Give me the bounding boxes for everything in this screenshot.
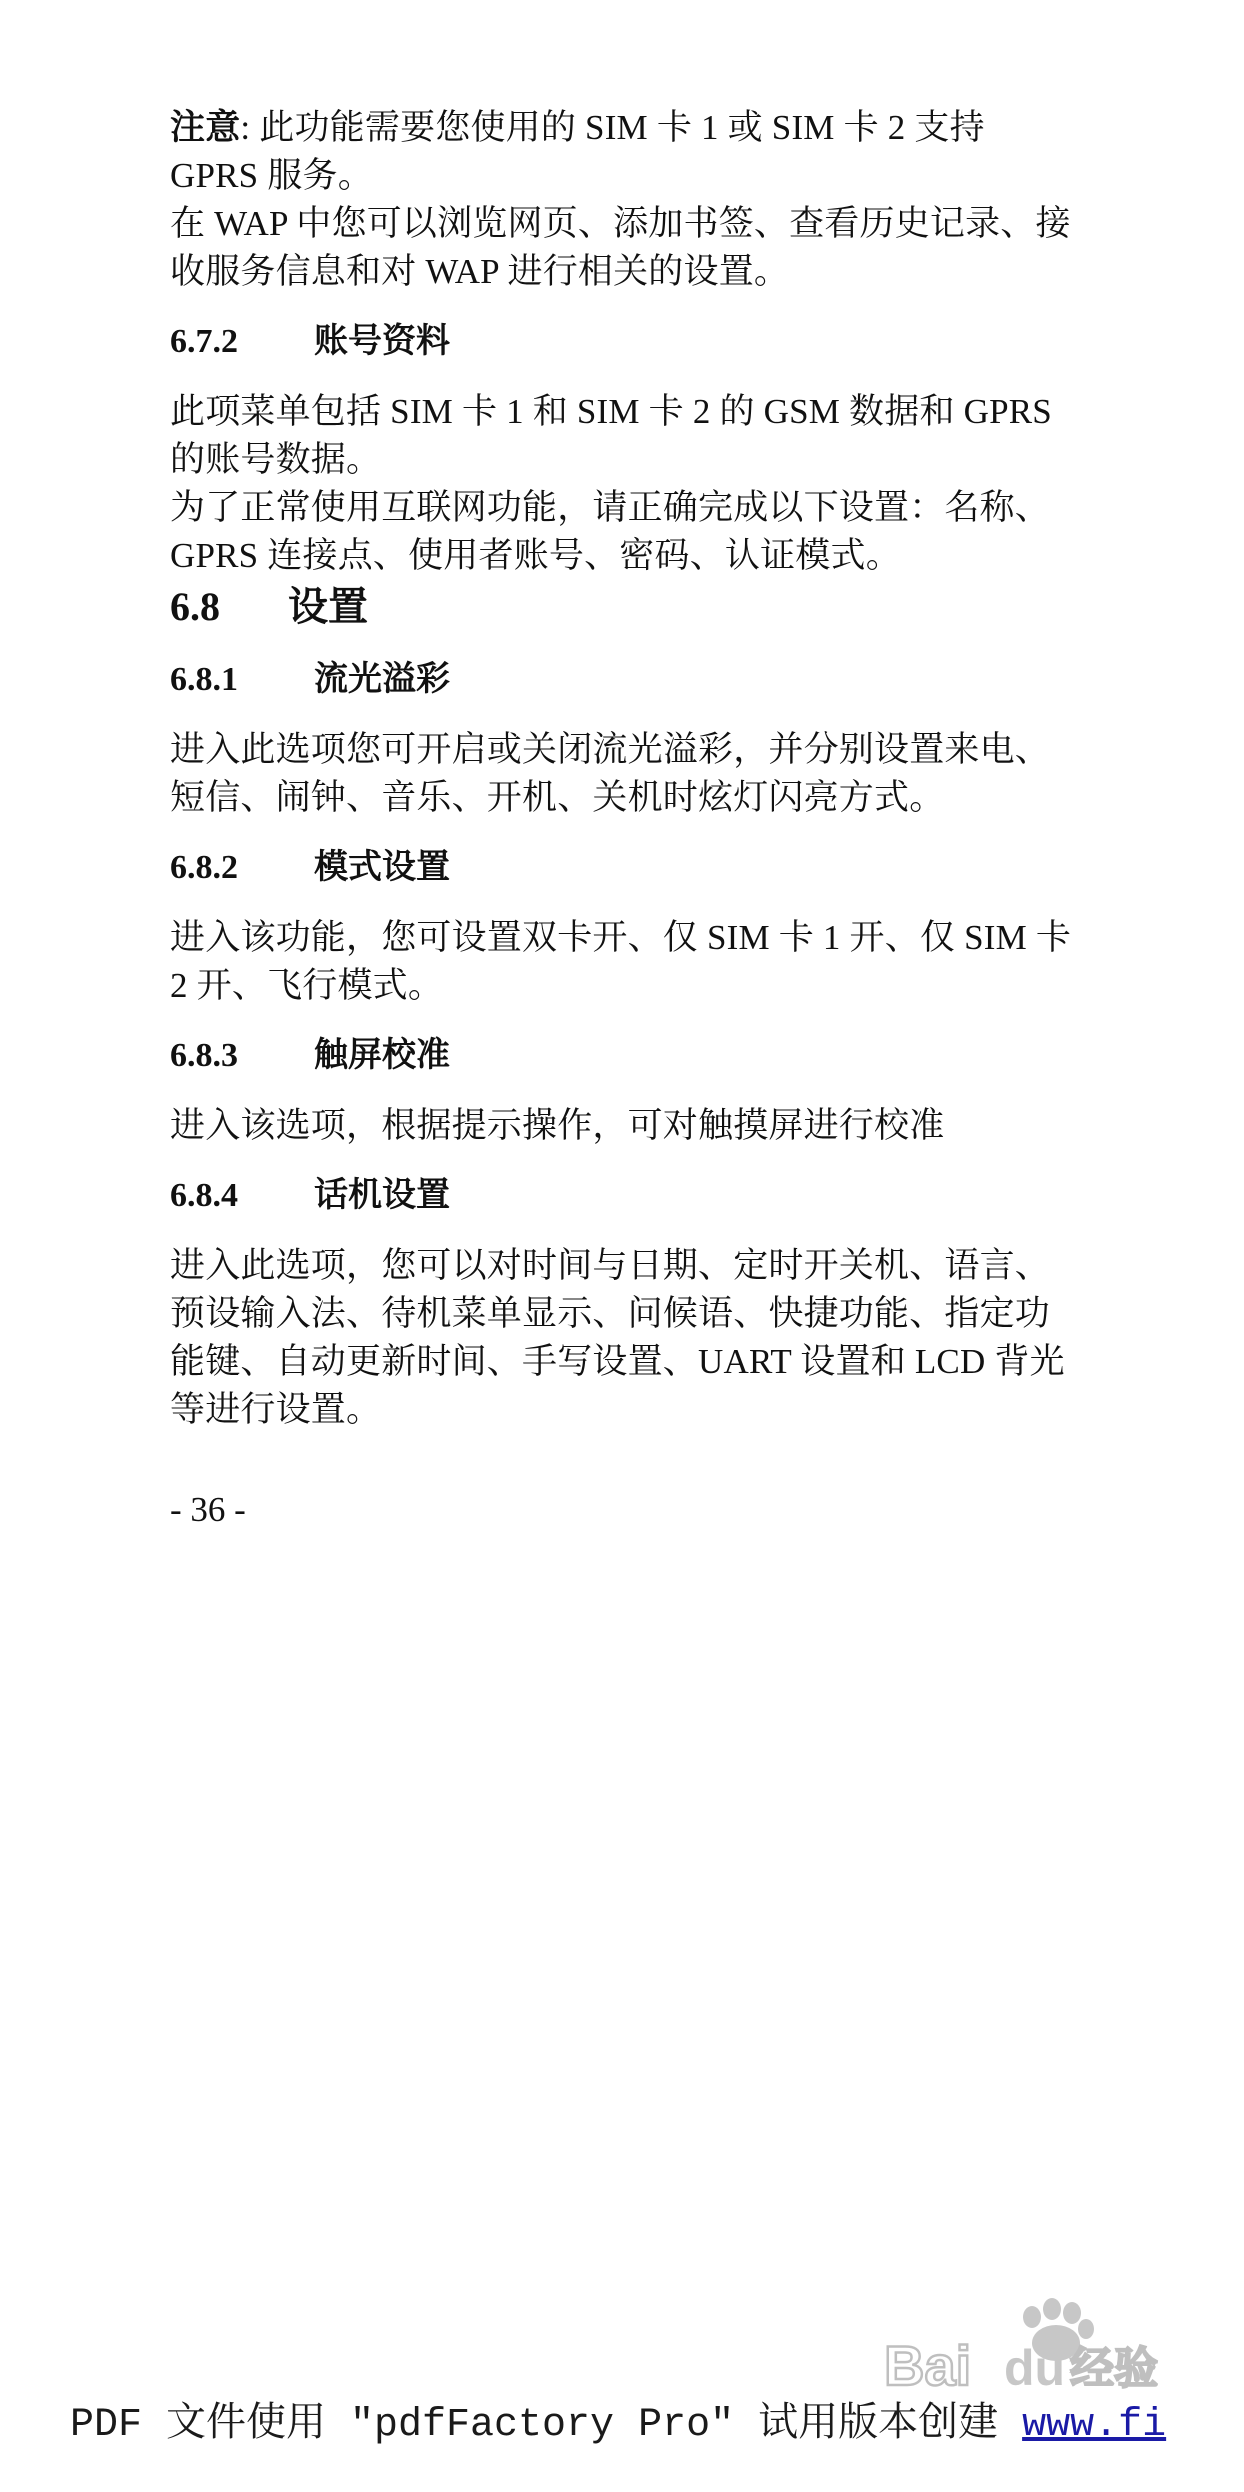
jingyan-wordmark: 经验 bbox=[1070, 2343, 1158, 2394]
section-number: 6.8.2 bbox=[170, 849, 238, 886]
footer-link[interactable]: www.fi bbox=[1022, 2403, 1167, 2448]
heading-6-8 bbox=[170, 580, 1080, 634]
wap-description: 在 WAP 中您可以浏览网页、添加书签、查看历史记录、接收服务信息和对 WAP 进行相关的设置。 bbox=[170, 204, 1071, 291]
note-text: : 此功能需要您使用的 SIM 卡 1 或 SIM 卡 2 支持 GPRS 服务。 bbox=[170, 108, 985, 195]
section-title: 流光溢彩 bbox=[314, 661, 450, 698]
baidu-jingyan-watermark bbox=[880, 2295, 1180, 2405]
footer-text: PDF 文件使用 "pdfFactory Pro" 试用版本创建 bbox=[70, 2403, 1023, 2448]
document-content bbox=[170, 104, 1080, 1534]
baidu-du-mark: du bbox=[1004, 2340, 1066, 2396]
heading-6-8-3 bbox=[170, 1032, 1080, 1080]
account-settings-description: 为了正常使用互联网功能，请正确完成以下设置：名称、GPRS 连接点、使用者账号、密码、认证模式。 bbox=[170, 488, 1051, 575]
light-effect-description: 进入此选项您可开启或关闭流光溢彩，并分别设置来电、短信、闹钟、音乐、开机、关机时炫灯闪亮方式。 bbox=[170, 730, 1051, 817]
heading-6-8-1 bbox=[170, 656, 1080, 704]
phone-settings-description: 进入此选项，您可以对时间与日期、定时开关机、语言、预设输入法、待机菜单显示、问候语、快捷功能、指定功能键、自动更新时间、手写设置、UART 设置和 LCD 背光等进行设置。 bbox=[170, 1246, 1065, 1429]
section-title: 话机设置 bbox=[314, 1177, 450, 1214]
mode-settings-description: 进入该功能，您可设置双卡开、仅 SIM 卡 1 开、仅 SIM 卡 2 开、飞行模式。 bbox=[170, 918, 1072, 1005]
baidu-wordmark: Bai bbox=[884, 2334, 972, 2397]
page-number: - 36 - bbox=[170, 1490, 246, 1529]
section-number: 6.7.2 bbox=[170, 323, 238, 360]
section-title: 触屏校准 bbox=[314, 1037, 450, 1074]
heading-6-8-4 bbox=[170, 1172, 1080, 1220]
heading-6-7-2 bbox=[170, 318, 1080, 366]
touch-calibration-description: 进入该选项，根据提示操作，可对触摸屏进行校准 bbox=[170, 1106, 945, 1145]
account-data-description: 此项菜单包括 SIM 卡 1 和 SIM 卡 2 的 GSM 数据和 GPRS 的账号数据。 bbox=[170, 392, 1052, 479]
section-number: 6.8 bbox=[170, 584, 220, 629]
section-title: 设置 bbox=[288, 584, 368, 629]
section-number: 6.8.1 bbox=[170, 661, 238, 698]
note-label: 注意 bbox=[170, 108, 241, 147]
heading-6-8-2 bbox=[170, 844, 1080, 892]
section-number: 6.8.3 bbox=[170, 1037, 238, 1074]
section-title: 模式设置 bbox=[314, 849, 450, 886]
gprs-note bbox=[170, 104, 1080, 200]
pdf-factory-footer bbox=[70, 2400, 1166, 2452]
section-title: 账号资料 bbox=[314, 323, 450, 360]
section-number: 6.8.4 bbox=[170, 1177, 238, 1214]
